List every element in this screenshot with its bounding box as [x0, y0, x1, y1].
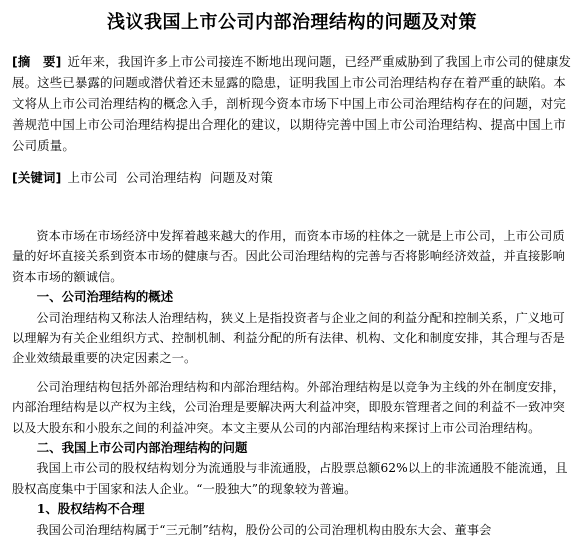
section-2-paragraph-1: 我国上市公司的股权结构划分为流通股与非流通股，占股票总额62%以上的非流通股不能流通，且股权高度集中于国家和法人企业。“一股独大”的现象较为普遍。	[12, 461, 568, 496]
abstract-text: 近年来，我国许多上市公司接连不断地出现问题，已经严重威胁到了我国上市公司的健康发展。这些已暴露的问题或潜伏着还未显露的隐患，证明我国上市公司治理结构存在着严重的缺陷。本文将从上市公司治理结构的概念入手，剖析现今资本市场下中国上市公司治理结构存在的问题，对完善规范中国上市公司治理结构提出合理化的建议，以期待完善中国上市公司治理结构、提高中国上市公司质量。	[12, 54, 572, 153]
keywords-label: [关键词]	[12, 170, 62, 185]
section-2-heading: 二、我国上市公司内部治理结构的问题	[36, 440, 248, 456]
intro-paragraph: 资本市场在市场经济中发挥着越来越大的作用，而资本市场的柱体之一就是上市公司，上市公司质量的好坏直接关系到资本市场的健康与否。因此公司治理结构的完善与否将影响经济效益，并直接影响资本市场的额诚信。	[12, 229, 565, 284]
section-1-paragraph-2: 公司治理结构包括外部治理结构和内部治理结构。外部治理结构是以竞争为主线的外在制度安排，内部治理结构是以产权为主线，公司治理是要解决两大利益冲突，即股东管理者之间的利益不一致冲突以及大股东和小股东之间的利益冲突。本文主要从公司的内部治理结构来探讨上市公司治理结构。	[12, 379, 565, 435]
abstract-label: [摘 要]	[12, 54, 62, 69]
subsection-1-paragraph-1: 我国公司治理结构属于“三元制”结构，股份公司的公司治理机构由股东大会、董事会	[36, 522, 492, 537]
section-1-paragraph-1: 公司治理结构又称法人治理结构，狭义上是指投资者与企业之间的利益分配和控制关系，广义地可以理解为有关企业组织方式、控制机制、利益分配的所有法律、机构、文化和制度安排，其合理与否是企业效绩最重要的决定因素之一。	[12, 310, 565, 366]
subsection-1-heading: 1、股权结构不合理	[36, 501, 145, 517]
document-title: 浅议我国上市公司内部治理结构的问题及对策	[107, 12, 477, 33]
keywords-text: 上市公司 公司治理结构 问题及对策	[67, 170, 273, 185]
abstract	[12, 51, 572, 156]
keywords	[12, 168, 572, 188]
section-1-heading: 一、公司治理结构的概述	[36, 289, 174, 305]
